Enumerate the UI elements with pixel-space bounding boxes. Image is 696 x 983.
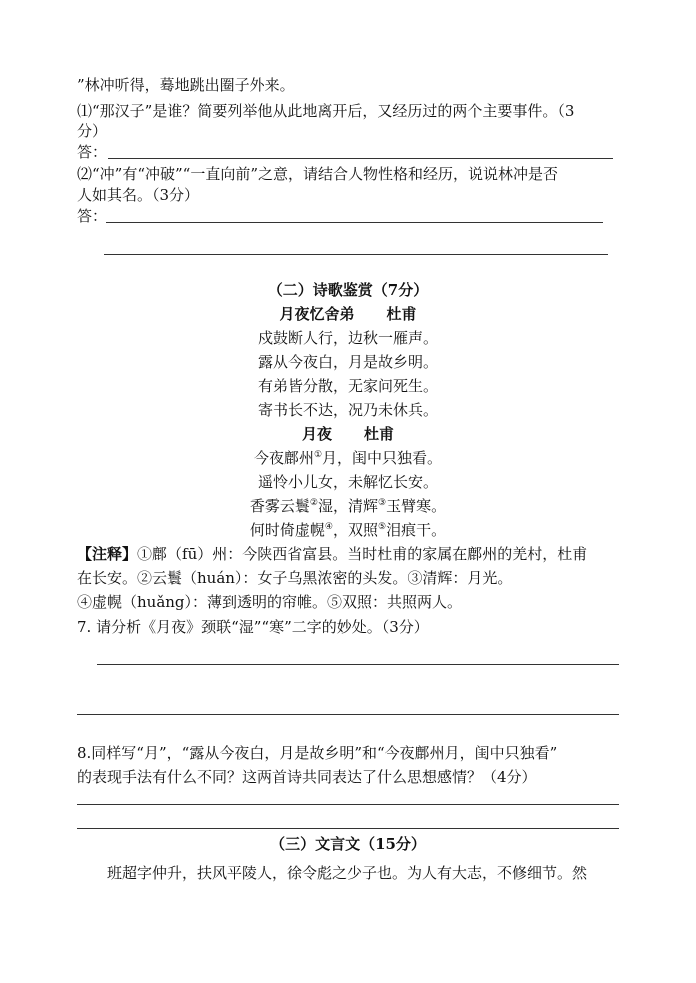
section2-title: （二）诗歌鉴赏（7分） [267,281,429,299]
q6-sub1-line1: ⑴“那汉子”是谁？简要列举他从此地离开后，又经历过的两个主要事件。（3 [77,102,575,120]
q7-answer-line-1[interactable] [97,664,619,665]
section3-title: （三）文言文（15分） [270,835,426,853]
poem2-line-4-part-c: 泪痕干。 [386,521,447,539]
q6-sub1-line2: 分） [77,122,108,140]
poem1-line-1: 戍鼓断人行，边秋一雁声。 [257,329,438,347]
q6-sub1-answer-line[interactable] [108,158,613,159]
q7-answer-line-2[interactable] [77,714,619,715]
poem1-author: 杜甫 [386,305,417,323]
passage-ending-line: ”林冲听得，蓦地跳出圈子外来。 [77,76,295,94]
poem1-heading [0,304,696,324]
note-ref-3: ③ [378,498,387,508]
poem2-line-4-part-a: 何时倚虚幌 [249,521,325,539]
q6-sub2-answer-line-2[interactable] [104,254,608,255]
question-8-line-2: 的表现手法有什么不同？这两首诗共同表达了什么思想感情？（4分） [77,768,537,786]
poem2-line-3-part-c: 玉臂寒。 [386,497,447,515]
poem1-title: 月夜忆舍弟 [279,305,355,323]
note-ref-4: ④ [324,522,333,532]
notes-line-3: ④虚幌（huǎng）：薄到透明的帘帷。⑤双照：共照两人。 [77,593,463,611]
poem1-line-3: 有弟皆分散，无家问死生。 [257,377,438,395]
notes-line-1 [77,544,587,564]
q6-sub2-answer-label: 答： [77,207,108,225]
poem2-line-3 [0,496,696,516]
notes-label: 【注释】 [77,545,138,563]
q6-sub2-line2: 人如其名。（3分） [77,186,200,204]
poem2-title: 月夜 [301,425,332,443]
poem2-line-4-part-b: ，双照 [332,521,378,539]
section3-passage-line-1: 班超字仲升，扶风平陵人，徐令彪之少子也。为人有大志，不修细节。然 [107,864,588,882]
poem2-line-1-part-b: 月，闺中只独看。 [322,449,443,467]
poem2-line-3-part-b: 湿，清辉 [317,497,378,515]
poem2-author: 杜甫 [364,425,395,443]
notes-line-2: 在长安。②云鬟（huán）：女子乌黑浓密的头发。③清辉：月光。 [77,569,513,587]
poem1-line-4: 寄书长不达，况乃未休兵。 [257,401,438,419]
poem2-line-4 [0,520,696,540]
poem2-line-1-part-a: 今夜鄜州 [253,449,314,467]
q8-answer-line-1[interactable] [77,804,619,805]
poem2-line-1 [0,448,696,468]
q6-sub2-line1: ⑵“冲”有“冲破”“一直向前”之意，请结合人物性格和经历，说说林冲是否 [77,165,559,183]
poem1-line-2: 露从今夜白，月是故乡明。 [257,353,438,371]
question-7: 7. 请分析《月夜》颈联“湿”“寒”二字的妙处。（3分） [77,618,429,636]
q6-sub2-answer-line-1[interactable] [106,222,603,223]
poem2-line-3-part-a: 香雾云鬟 [249,497,310,515]
poem2-heading [0,424,696,444]
note-ref-1: ① [313,450,323,460]
q8-answer-line-2[interactable] [77,828,619,829]
q6-sub1-answer-label: 答： [77,143,108,161]
notes-line-1-text: ①鄜（fū）州：今陕西省富县。当时杜甫的家属在鄜州的羌村，杜甫 [137,545,588,563]
note-ref-2: ② [309,498,318,508]
poem2-line-2: 遥怜小儿女，未解忆长安。 [257,473,438,491]
note-ref-5: ⑤ [378,522,387,532]
question-8-line-1: 8.同样写“月”，“露从今夜白，月是故乡明”和“今夜鄜州月，闺中只独看” [77,744,558,762]
